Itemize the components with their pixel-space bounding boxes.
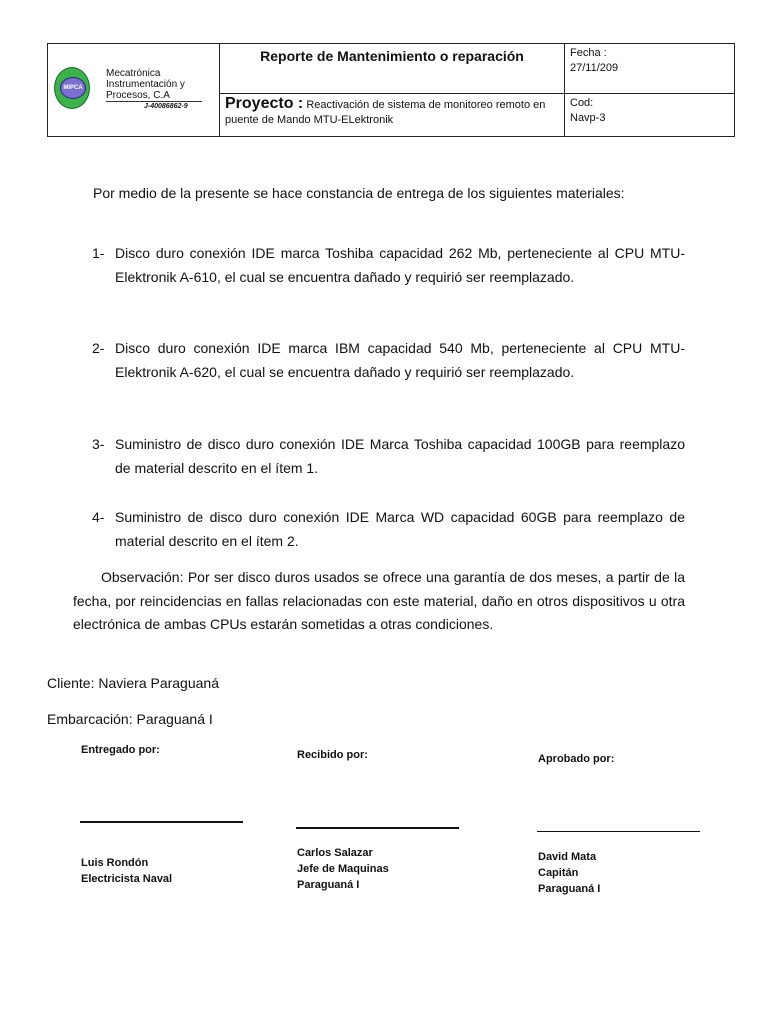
list-item (92, 432, 685, 480)
received-role: Jefe de Maquinas (297, 863, 389, 875)
delivered-by-label: Entregado por: (81, 744, 160, 756)
list-item-number: 4- (92, 509, 105, 525)
delivered-role: Electricista Naval (81, 873, 173, 885)
delivered-signature-line (80, 821, 243, 823)
approved-role: Capitán (538, 867, 579, 879)
list-item-number: 2- (92, 340, 105, 356)
cod-cell (565, 93, 735, 136)
intro-paragraph: Por medio de la presente se hace constancia de entrega de los siguientes materiales: (93, 185, 625, 201)
delivered-name: Luis Rondón (81, 857, 149, 869)
approved-vessel: Paraguaná I (538, 883, 601, 895)
cod-value: Navp-3 (570, 111, 606, 124)
company-logo (48, 44, 219, 136)
observation-paragraph: Observación: Por ser disco duros usados se ofrece una garantía de dos meses, a partir de la fecha, por reincidencias en fallas relacionadas con este material, daño en otros dispositivos u otra electrónica de ambas CPUs estarán sometidas a otras condiciones. (73, 569, 685, 632)
list-item (92, 336, 685, 384)
delivered-by-block (81, 855, 172, 887)
logo-rif: J-40086862-9 (144, 103, 188, 110)
received-name: Carlos Salazar (297, 847, 373, 859)
logo-line-3: Procesos, C.A (106, 90, 170, 101)
list-item (92, 241, 685, 289)
project-label: Proyecto : (225, 94, 304, 112)
report-title: Reporte de Mantenimiento o reparación (260, 48, 524, 64)
logo-line-1: Mecatrónica (106, 68, 161, 79)
logo-company-name (106, 68, 185, 101)
fecha-value: 27/11/209 (570, 62, 619, 74)
header-table (47, 43, 735, 137)
received-signature-line (296, 827, 459, 829)
approved-signature-line (537, 831, 700, 832)
title-cell (220, 44, 565, 94)
logo-line-2: Instrumentación y (106, 79, 185, 90)
vessel-line: Embarcación: Paraguaná I (47, 711, 213, 727)
intro-section (73, 181, 685, 205)
cod-label: Cod: (570, 96, 594, 109)
list-item-text: Suministro de disco duro conexión IDE Marca WD capacidad 60GB para reemplazo de material descrito en el ítem 2. (115, 509, 685, 549)
list-item-number: 3- (92, 436, 105, 452)
logo-badge: MIPCA (60, 77, 86, 99)
list-item-number: 1- (92, 245, 105, 261)
list-item (92, 505, 685, 553)
received-by-label: Recibido por: (297, 749, 368, 761)
project-value: Reactivación de sistema de monitoreo remoto en puente de Mando MTU-ELektronik (225, 98, 546, 126)
logo-cell (48, 44, 220, 137)
approved-by-block (538, 849, 600, 897)
list-item-text: Suministro de disco duro conexión IDE Marca Toshiba capacidad 100GB para reemplazo de material descrito en el ítem 1. (115, 436, 685, 476)
list-item-text: Disco duro conexión IDE marca IBM capacidad 540 Mb, perteneciente al CPU MTU-Elektronik A-620, el cual se encuentra dañado y requirió ser reemplazado. (115, 340, 685, 380)
received-by-block (297, 845, 389, 893)
client-line: Cliente: Naviera Paraguaná (47, 675, 219, 691)
approved-name: David Mata (538, 851, 597, 863)
logo-divider (106, 101, 202, 102)
received-vessel: Paraguaná I (297, 879, 360, 891)
project-cell (220, 93, 565, 136)
fecha-cell (565, 44, 735, 94)
logo-emblem-icon (54, 67, 90, 109)
fecha-label: Fecha : (570, 47, 607, 59)
approved-by-label: Aprobado por: (538, 753, 615, 765)
list-item-text: Disco duro conexión IDE marca Toshiba capacidad 262 Mb, perteneciente al CPU MTU-Elektronik A-610, el cual se encuentra dañado y requirió ser reemplazado. (115, 245, 685, 285)
